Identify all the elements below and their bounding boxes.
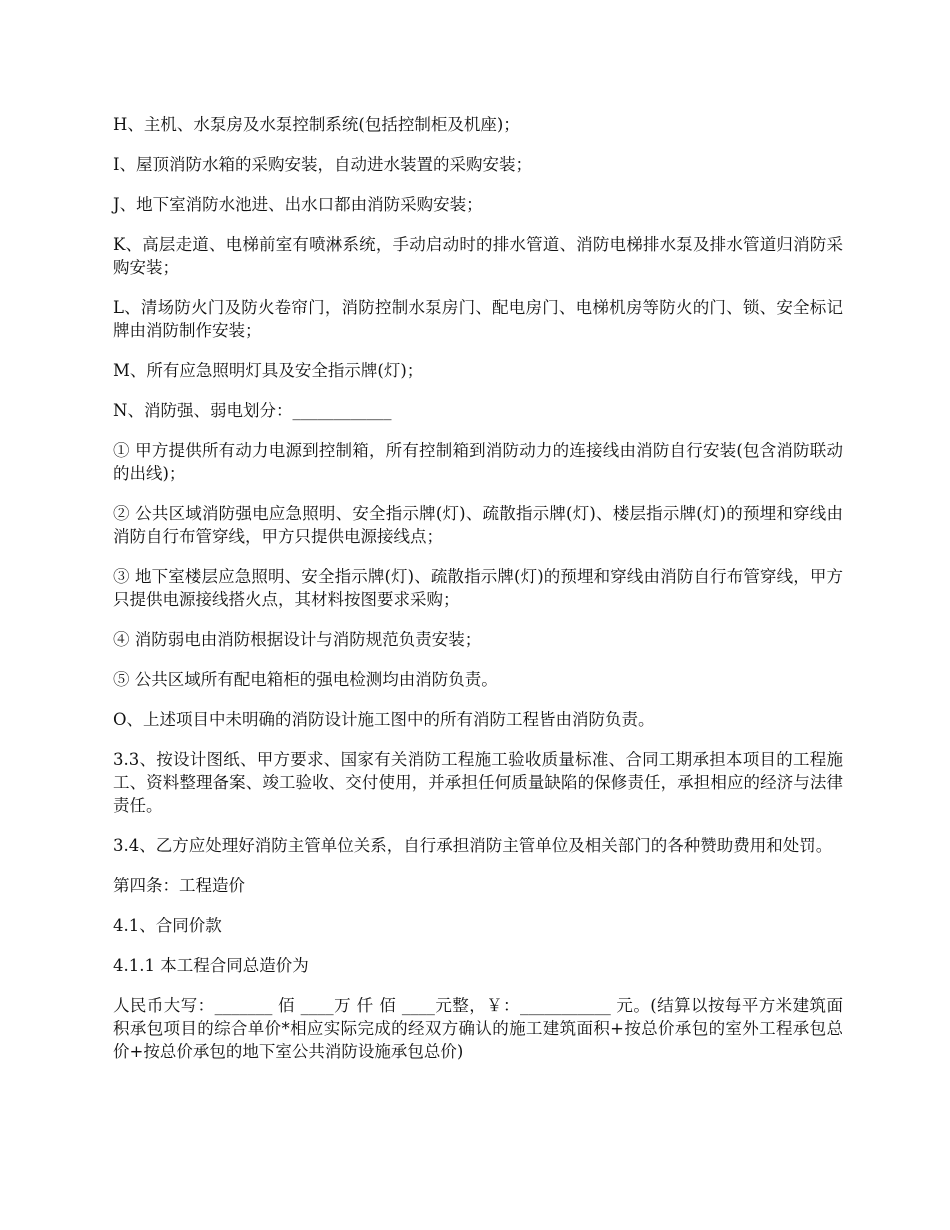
clause-i: I、屋顶消防水箱的采购安装，自动进水装置的采购安装；: [113, 155, 533, 174]
document-page: [113, 113, 843, 1080]
clause-n-item-5: ⑤ 公共区域所有配电箱柜的强电检测均由消防负责。: [113, 670, 498, 689]
clause-n-item-4: ④ 消防弱电由消防根据设计与消防规范负责安装；: [113, 630, 482, 649]
clause-n-item-3: ③ 地下室楼层应急照明、安全指示牌(灯)、疏散指示牌(灯)的预埋和穿线由消防自行布管穿线，甲方只提供电源接线搭火点，其材料按图要求采购；: [113, 567, 843, 609]
article-4-heading: 第四条：工程造价: [113, 876, 245, 895]
contract-price-paragraph: 人民币大写：_______ 佰 ____万 仟 佰 ____元整，￥：___________ 元。(结算以按每平方米建筑面积承包项目的综合单价*相应实际完成的经双方确认的施工建筑面积+按总价承包的室外工程承包总价+按总价承包的地下室公共消防设施承包总价): [113, 996, 843, 1061]
clause-n: N、消防强、弱电划分：____________: [113, 401, 392, 420]
clause-m: M、所有应急照明灯具及安全指示牌(灯)；: [113, 361, 424, 380]
clause-o: O、上述项目中未明确的消防设计施工图中的所有消防工程皆由消防负责。: [113, 710, 655, 729]
clause-j: J、地下室消防水池进、出水口都由消防采购安装；: [113, 195, 483, 214]
section-4-1-heading: 4.1、合同价款: [113, 916, 222, 935]
clause-l: L、清场防火门及防火卷帘门，消防控制水泵房门、配电房门、电梯机房等防火的门、锁、安全标记牌由消防制作安装；: [113, 298, 843, 340]
clause-h: H、主机、水泵房及水泵控制系统(包括控制柜及机座)；: [113, 115, 520, 134]
section-3-4: 3.4、乙方应处理好消防主管单位关系，自行承担消防主管单位及相关部门的各种赞助费用和处罚。: [113, 836, 833, 855]
clause-k: K、高层走道、电梯前室有喷淋系统，手动启动时的排水管道、消防电梯排水泵及排水管道归消防采购安装；: [113, 235, 843, 277]
clause-n-item-1: ① 甲方提供所有动力电源到控制箱，所有控制箱到消防动力的连接线由消防自行安装(包含消防联动的出线)；: [113, 441, 843, 483]
clause-n-item-2: ② 公共区域消防强电应急照明、安全指示牌(灯)、疏散指示牌(灯)、楼层指示牌(灯)的预埋和穿线由消防自行布管穿线，甲方只提供电源接线点；: [113, 504, 843, 546]
section-4-1-1-heading: 4.1.1 本工程合同总造价为: [113, 956, 309, 975]
section-3-3: 3.3、按设计图纸、甲方要求、国家有关消防工程施工验收质量标准、合同工期承担本项目的工程施工、资料整理备案、竣工验收、交付使用，并承担任何质量缺陷的保修责任，承担相应的经济与法律责任。: [113, 750, 843, 815]
